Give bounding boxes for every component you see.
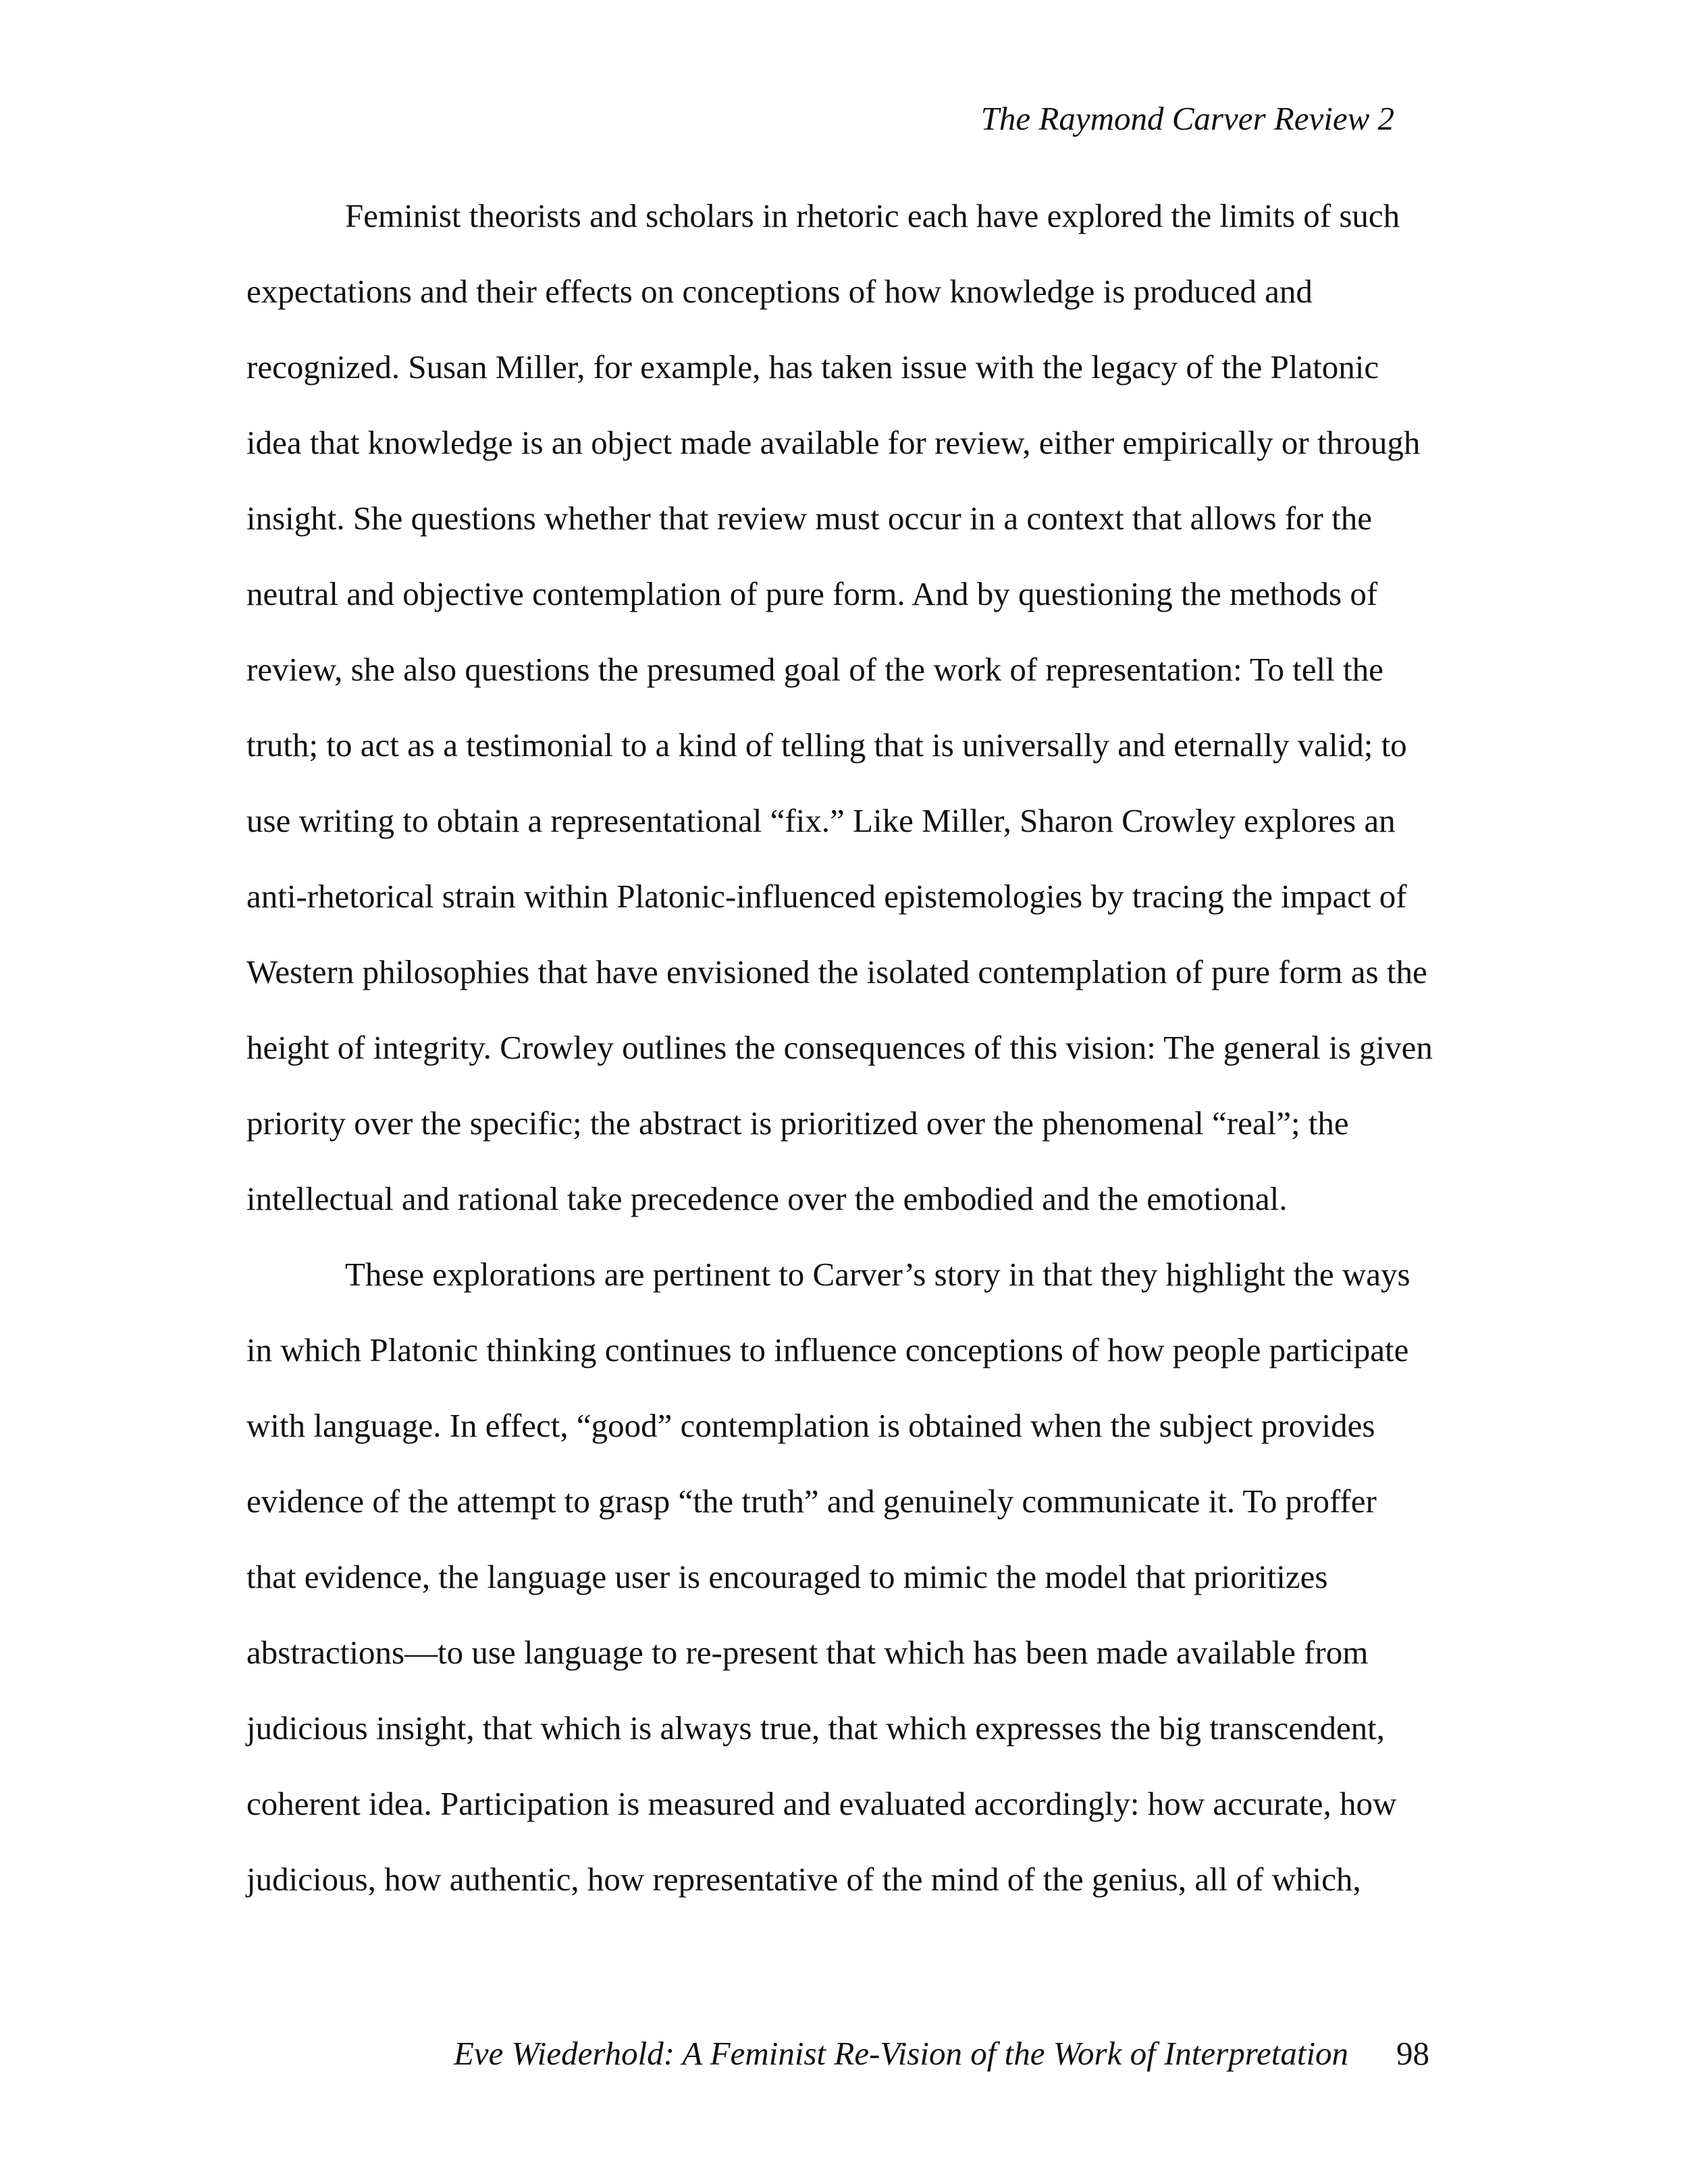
paragraph-1-line: recognized. Susan Miller, for example, has taken issue with the legacy of the Platonic (246, 348, 1379, 385)
paragraph-2-line: that evidence, the language user is encouraged to mimic the model that prioritizes (246, 1558, 1328, 1595)
paragraph-2-line: judicious insight, that which is always true, that which expresses the big transcendent, (246, 1709, 1386, 1747)
paragraph-2-line: in which Platonic thinking continues to influence conceptions of how people participate (246, 1331, 1409, 1368)
page-number: 98 (1396, 2035, 1429, 2072)
paragraph-1-line: intellectual and rational take precedence over the embodied and the emotional. (246, 1180, 1288, 1217)
paragraph-1-line: Western philosophies that have envisioned the isolated contemplation of pure form as the (246, 953, 1427, 990)
paragraph-1-line: Feminist theorists and scholars in rhetoric each have explored the limits of such (345, 197, 1400, 234)
paragraph-1-line: anti-rhetorical strain within Platonic-influenced epistemologies by tracing the impact of (246, 878, 1407, 915)
running-head: The Raymond Carver Review 2 (980, 100, 1394, 137)
paragraph-1-line: insight. She questions whether that review must occur in a context that allows for the (246, 500, 1372, 537)
body-text (246, 196, 1435, 1935)
footer-title: Eve Wiederhold: A Feminist Re-Vision of the Work of Interpretation (454, 2035, 1349, 2072)
paragraph-2-line: These explorations are pertinent to Carver’s story in that they highlight the ways (345, 1256, 1410, 1293)
paragraph-1-line: idea that knowledge is an object made available for review, either empirically or through (246, 424, 1421, 461)
paragraph-1-line: priority over the specific; the abstract is prioritized over the phenomenal “real”; the (246, 1104, 1349, 1142)
paragraph-2-line: coherent idea. Participation is measured and evaluated accordingly: how accurate, how (246, 1785, 1397, 1822)
paragraph-1-line: use writing to obtain a representational “fix.” Like Miller, Sharon Crowley explores an (246, 802, 1396, 839)
paragraph-1-line: neutral and objective contemplation of pure form. And by questioning the methods of (246, 575, 1378, 612)
paragraph-1-line: truth; to act as a testimonial to a kind of telling that is universally and eternally valid; to (246, 726, 1407, 764)
paragraph-1-line: height of integrity. Crowley outlines the consequences of this vision: The general is given (246, 1029, 1433, 1066)
paragraph-1-line: review, she also questions the presumed goal of the work of representation: To tell the (246, 651, 1383, 688)
paragraph-2-line: with language. In effect, “good” contemplation is obtained when the subject provides (246, 1407, 1375, 1444)
paragraph-2-line: judicious, how authentic, how representative of the mind of the genius, all of which, (246, 1861, 1361, 1898)
paragraph-1-line: expectations and their effects on conceptions of how knowledge is produced and (246, 273, 1313, 310)
page-footer (454, 2033, 1429, 2074)
paragraph-2-line: evidence of the attempt to grasp “the truth” and genuinely communicate it. To proffer (246, 1483, 1377, 1520)
paragraph-2-line: abstractions—to use language to re-present that which has been made available from (246, 1634, 1369, 1671)
